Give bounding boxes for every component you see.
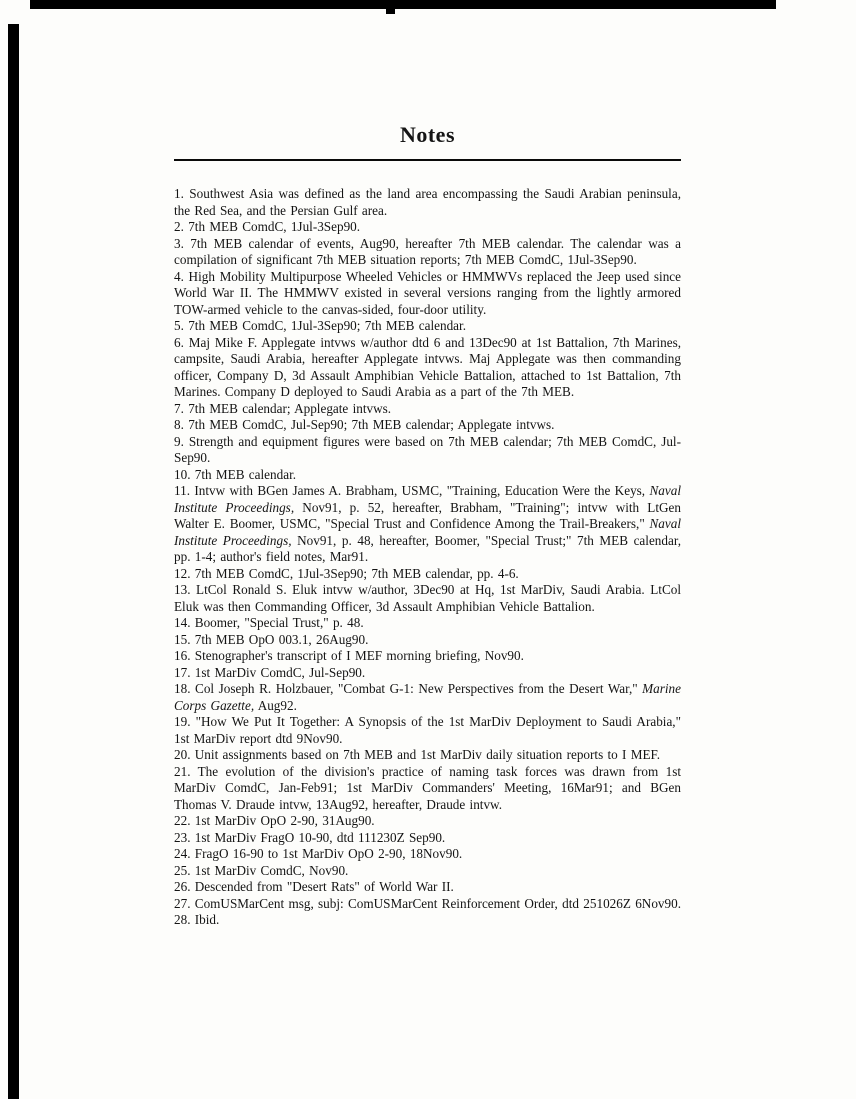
page-content [174,122,681,929]
note-item [174,582,681,615]
note-item [174,863,681,880]
scan-artifact-top-bar [30,0,776,9]
note-text: 11. Intvw with BGen James A. Brabham, USMC, "Training, Education Were the Keys, [174,483,650,498]
note-item [174,434,681,467]
note-text: 10. 7th MEB calendar. [174,466,297,482]
note-item [174,879,681,896]
scan-artifact-top-tick [386,0,395,14]
note-text: 24. FragO 16-90 to 1st MarDiv OpO 2-90, 18Nov90. [174,846,463,861]
note-text-italic: Naval Institute Proceedings, [174,516,681,548]
note-text-italic: Marine Corps Gazette, [174,681,681,713]
note-item [174,236,681,269]
note-item [174,813,681,830]
note-text: 22. 1st MarDiv OpO 2-90, 31Aug90. [174,813,375,828]
note-item [174,401,681,418]
note-text: 27. ComUSMarCent msg, subj: ComUSMarCent Reinforcement Order, dtd 251026Z 6Nov90. [174,895,681,911]
note-text: Nov91, p. 48, hereafter, Boomer, "Special Trust;" 7th MEB calendar, pp. 1-4; author's field notes, Mar91. [174,532,681,564]
notes-list [174,186,681,929]
note-item [174,219,681,236]
note-item [174,665,681,682]
note-item [174,714,681,747]
note-item [174,417,681,434]
note-text: 25. 1st MarDiv ComdC, Nov90. [174,862,349,878]
note-text: Aug92. [254,697,297,713]
note-item [174,648,681,665]
note-text: 20. Unit assignments based on 7th MEB and 1st MarDiv daily situation reports to I MEF. [174,747,661,762]
note-item [174,186,681,219]
scan-artifact-left-bar [8,24,19,1099]
note-text: 14. Boomer, "Special Trust," p. 48. [174,615,364,630]
note-item [174,318,681,335]
note-item [174,912,681,929]
note-item [174,615,681,632]
note-text: 3. 7th MEB calendar of events, Aug90, hereafter 7th MEB calendar. The calendar was a compilation of significant 7th MEB situation reports; 7th MEB ComdC, 1Jul-3Sep90. [174,235,681,267]
note-text: 23. 1st MarDiv FragO 10-90, dtd 111230Z Sep90. [174,829,446,845]
note-item [174,681,681,714]
note-text: Nov91, p. 52, hereafter, Brabham, "Training"; intvw with LtGen Walter E. Boomer, USMC, "Special Trust and Confidence Among the Trail-Breakers," [174,499,681,531]
note-item [174,846,681,863]
note-text: 15. 7th MEB OpO 003.1, 26Aug90. [174,631,369,647]
note-text: 7. 7th MEB calendar; Applegate intvws. [174,400,392,416]
note-text: 1. Southwest Asia was defined as the land area encompassing the Saudi Arabian peninsula, the Red Sea, and the Persian Gulf area. [174,186,681,218]
note-text: 17. 1st MarDiv ComdC, Jul-Sep90. [174,664,366,680]
note-item [174,764,681,814]
note-item [174,896,681,913]
note-item [174,566,681,583]
note-text: 21. The evolution of the division's practice of naming task forces was drawn from 1st MarDiv ComdC, Jan-Feb91; 1st MarDiv Commanders' Meeting, 16Mar91; and BGen Thomas V. Draude intvw, 13Aug92, hereafter, Draude intvw. [174,763,681,812]
note-text: 2. 7th MEB ComdC, 1Jul-3Sep90. [174,219,361,234]
note-text: 28. Ibid. [174,912,220,927]
note-text-italic: Naval Institute Proceedings, [174,483,681,515]
note-item [174,269,681,319]
note-text: 12. 7th MEB ComdC, 1Jul-3Sep90; 7th MEB calendar, pp. 4-6. [174,565,519,581]
note-item [174,335,681,401]
note-item [174,467,681,484]
note-item [174,632,681,649]
note-text: 6. Maj Mike F. Applegate intvws w/author dtd 6 and 13Dec90 at 1st Battalion, 7th Marines, campsite, Saudi Arabia, hereafter Applegate intvws. Maj Applegate was then commanding officer, Company D, 3d Assault Amphibian Vehicle Battalion, attached to 1st Battalion, 7th Marines. Company D deployed to Saudi Arabia as a part of the 7th MEB. [174,334,681,399]
note-text: 16. Stenographer's transcript of I MEF morning briefing, Nov90. [174,648,524,663]
note-text: 19. "How We Put It Together: A Synopsis of the 1st MarDiv Deployment to Saudi Arabia," 1st MarDiv report dtd 9Nov90. [174,714,681,746]
note-text: 18. Col Joseph R. Holzbauer, "Combat G-1: New Perspectives from the Desert War," [174,681,643,696]
note-text: 13. LtCol Ronald S. Eluk intvw w/author, 3Dec90 at Hq, 1st MarDiv, Saudi Arabia. LtCol Eluk was then Commanding Officer, 3d Assault Amphibian Vehicle Battalion. [174,582,681,614]
note-text: 5. 7th MEB ComdC, 1Jul-3Sep90; 7th MEB calendar. [174,318,466,333]
note-item [174,747,681,764]
note-item [174,483,681,566]
note-text: 9. Strength and equipment figures were based on 7th MEB calendar; 7th MEB ComdC, Jul-Sep90. [174,433,681,465]
note-text: 4. High Mobility Multipurpose Wheeled Vehicles or HMMWVs replaced the Jeep used since World War II. The HMMWV existed in several versions ranging from the lightly armored TOW-armed vehicle to the canvas-sided, four-door utility. [174,268,681,317]
note-text: 26. Descended from "Desert Rats" of World War II. [174,879,454,894]
page-title: Notes [399,122,456,147]
note-text: 8. 7th MEB ComdC, Jul-Sep90; 7th MEB calendar; Applegate intvws. [174,417,555,432]
title-rule [174,159,681,161]
note-item [174,830,681,847]
